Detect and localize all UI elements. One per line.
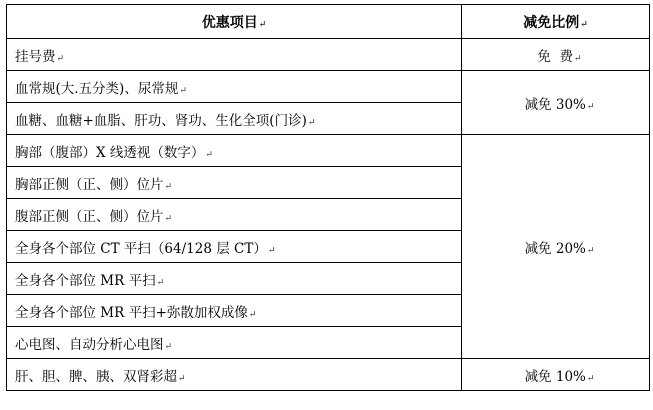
header-item: 优惠项目↵ bbox=[7, 5, 462, 39]
rate-cell: 减免 10%↵ bbox=[462, 359, 650, 391]
item-cell: 血常规(大.五分类)、尿常规↵ bbox=[7, 71, 462, 103]
table-row bbox=[7, 39, 650, 71]
rate-cell: 减免 20%↵ bbox=[462, 135, 650, 359]
item-cell: 全身各个部位 CT 平扫（64/128 层 CT）↵ bbox=[7, 231, 462, 263]
item-cell: 胸部（腹部）X 线透视（数字）↵ bbox=[7, 135, 462, 167]
discount-table bbox=[6, 4, 650, 391]
item-cell: 心电图、自动分析心电图↵ bbox=[7, 327, 462, 359]
table-row bbox=[7, 135, 650, 167]
item-cell: 全身各个部位 MR 平扫+弥散加权成像↵ bbox=[7, 295, 462, 327]
rate-cell: 减免 30%↵ bbox=[462, 71, 650, 135]
item-cell: 腹部正侧（正、侧）位片↵ bbox=[7, 199, 462, 231]
item-cell: 肝、胆、脾、胰、双肾彩超↵ bbox=[7, 359, 462, 391]
table-row bbox=[7, 359, 650, 391]
header-rate: 减免比例↵ bbox=[462, 5, 650, 39]
header-row bbox=[7, 5, 650, 39]
item-cell: 胸部正侧（正、侧）位片↵ bbox=[7, 167, 462, 199]
table-row bbox=[7, 71, 650, 103]
item-cell: 血糖、血糖+血脂、肝功、肾功、生化全项(门诊)↵ bbox=[7, 103, 462, 135]
item-cell: 全身各个部位 MR 平扫↵ bbox=[7, 263, 462, 295]
rate-cell: 免 费↵ bbox=[462, 39, 650, 71]
item-cell: 挂号费↵ bbox=[7, 39, 462, 71]
